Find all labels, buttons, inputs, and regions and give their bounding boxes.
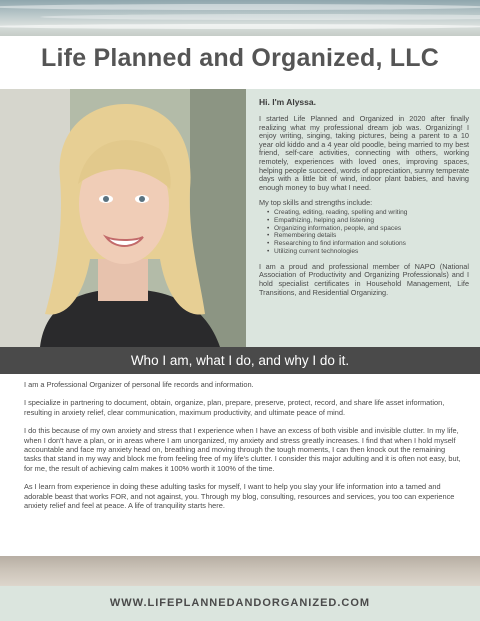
body-paragraph: I do this because of my own anxiety and stress that I experience when I have an excess of both visible and invisible clutter. In my life, when I don't have a plan, or in areas where I am unorganized, my anxiety and stress greatly increases. I find that when I hold myself accountable and face my anxiety head on, breathing and moving through the tough moments, I can then knock out the remaining tasks that stand in my way and block me from feeling free of my life's clutter. I consider this major adulting and it is often not easy, but, for me, the result of achieving calm makes it 100% worth it 100% of the time. [24,426,461,473]
wave-foam [0,24,480,29]
portrait-illustration [0,89,246,347]
skills-list-item: • Organizing information, people, and spaces [267,225,469,233]
skills-heading: My top skills and strengths include: [259,198,373,208]
body-paragraph: As I learn from experience in doing these adulting tasks for myself, I want to help you slay your life information into a tamed and adorable beast that works FOR, and not against, you. Through my blog, consulting, resources and services, you too can experience anxiety relief and feel at peace. A life of tranquility starts here. [24,482,455,511]
skills-list-item: • Researching to find information and solutions [267,240,469,248]
page-title: Life Planned and Organized, LLC [41,44,439,72]
membership-paragraph: I am a proud and professional member of NAPO (National Association of Productivity and Organizing Professionals) and I hold specialist certificates in Household Management, Life Transitions, and Residential Organizing. [259,261,469,297]
portrait-photo [0,89,246,347]
sand-photo-strip [0,556,480,586]
skills-list-item: • Utilizing current technologies [267,248,469,256]
skills-list-item: • Empathizing, helping and listening [267,217,469,225]
body-paragraph: I specialize in partnering to document, obtain, organize, plan, prepare, preserve, protect, record, and share life asset information, resulting in anxiety relief, clear communication, maximum productivity, and ultimate peace of mind. [24,398,445,417]
greeting-heading: Hi. I'm Alyssa. [259,97,316,107]
beach-waves-photo [0,0,480,36]
about-paragraph: I started Life Planned and Organized in 2020 after finally realizing what my professional dream job was. Organizing! I enjoy writing, singing, taking pictures, being a parent to a 10 year old kiddo and a 4 year old poodle, being married to my best friend, self-care activities, connecting with others, working remotely, experiences with loved ones, improving spaces, helping people succeed, words of appreciation, sunny temperate days with a little bit of wind, indoor plant babies, and having enough money to buy what I need. [259,114,469,192]
intro-panel [246,89,480,347]
wave-foam [40,14,480,20]
wave-foam [0,4,480,10]
skills-list [259,209,469,256]
skills-list-item: • Creating, editing, reading, spelling and writing [267,209,469,217]
section-heading-band: Who I am, what I do, and why I do it. [0,347,480,374]
website-url[interactable]: WWW.LIFEPLANNEDANDORGANIZED.COM [0,586,480,621]
body-paragraph: I am a Professional Organizer of personal life records and information. [24,380,254,389]
body-text [24,380,464,519]
skills-list-item: • Remembering details [267,232,469,240]
